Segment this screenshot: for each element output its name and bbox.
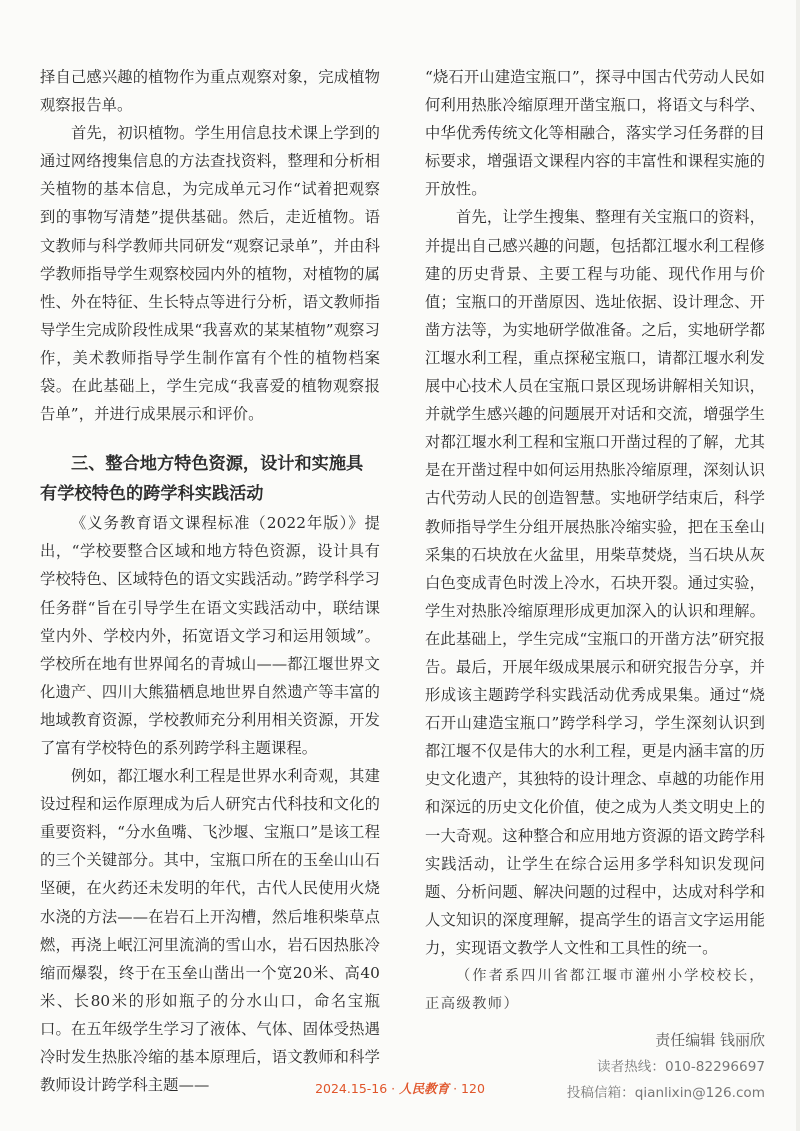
paragraph-plant-observation: 首先，初识植物。学生用信息技术课上学到的通过网络搜集信息的方法查找资料，整理和分析相关植物的基本信息，为完成单元习作“试着把观察到的事物写清楚”提供基础。然后，走近植物。语文教师与科学教师共同研发“观察记录单”，并由科学教师指导学生观察校园内外的植物，对植物的属性、外在特征、生长特点等进行分析，语文教师指导学生完成阶段性成果“我喜欢的某某植物”观察习作，美术教师指导学生制作富有个性的植物档案袋。在此基础上，学生完成“我喜爱的植物观察报告单”，并进行成果展示和评价。: [40, 124, 380, 424]
submission-email[interactable]: 投稿信箱：qianlixin@126.com: [566, 1085, 765, 1101]
paragraph-continued: “烧石开山建造宝瓶口”，探寻中国古代劳动人民如何利用热胀冷缩原理开凿宝瓶口，将语文与科学、中华优秀传统文化等相融合，落实学习任务群的目标要求，增强语文课程内容的丰富性和课程实施的开放性。: [425, 68, 765, 199]
responsible-editor: 责任编辑 钱丽欣: [655, 1031, 765, 1049]
page-edge: [796, 0, 800, 1131]
author-note: （作者系四川省都江堰市灌州小学校校长，正高级教师）: [425, 968, 765, 1012]
page-footer: [0, 1079, 800, 1097]
paragraph-curriculum-standard: 《义务教育语文课程标准（2022年版）》提出，“学校要整合区域和地方特色资源，设计具有学校特色、区域特色的语文实践活动。”跨学科学习任务群“旨在引导学生在语文实践活动中，联结课堂内外、学校内外，拓宽语文学习和运用领域”。学校所在地有世界闻名的青城山——都江堰世界文化遗产、四川大熊猫栖息地世界自然遗产等丰富的地域教育资源，学校教师充分利用相关资源，开发了富有学校特色的系列跨学科主题课程。: [40, 514, 380, 757]
paragraph-continued: 择自己感兴趣的植物作为重点观察对象，完成植物观察报告单。: [40, 68, 380, 115]
magazine-name: 人民教育: [399, 1081, 450, 1096]
section-heading: 三、整合地方特色资源，设计和实施具有学校特色的跨学科实践活动: [40, 454, 364, 505]
reader-hotline: 读者热线：010-82296697: [596, 1059, 765, 1075]
left-column: [40, 63, 380, 1099]
right-column: [425, 63, 765, 1106]
issue-number: 2024.15-16: [315, 1081, 388, 1096]
separator: ·: [449, 1081, 462, 1096]
paragraph-baopingkou-activity: 首先，让学生搜集、整理有关宝瓶口的资料，并提出自己感兴趣的问题，包括都江堰水利工程修建的历史背景、主要工程与功能、现代作用与价值；宝瓶口的开凿原因、选址依据、设计理念、开凿方法等，为实地研学做准备。之后，实地研学都江堰水利工程，重点探秘宝瓶口，请都江堰水利发展中心技术人员在宝瓶口景区现场讲解相关知识，并就学生感兴趣的问题展开对话和交流，增强学生对都江堰水利工程和宝瓶口开凿过程的了解，尤其是在开凿过程中如何运用热胀冷缩原理，深刻认识古代劳动人民的创造智慧。实地研学结束后，科学教师指导学生分组开展热胀冷缩实验，把在玉垒山采集的石块放在火盆里，用柴草焚烧，当石块从灰白色变成青色时泼上冷水，石块开裂。通过实验，学生对热胀冷缩原理形成更加深入的认识和理解。在此基础上，学生完成“宝瓶口的开凿方法”研究报告。最后，开展年级成果展示和研究报告分享，并形成该主题跨学科实践活动优秀成果集。通过“烧石开山建造宝瓶口”跨学科学习，学生深刻认识到都江堰不仅是伟大的水利工程，更是内涵丰富的历史文化遗产，其独特的设计理念、卓越的功能作用和深远的历史文化价值，使之成为人类文明史上的一大奇观。这种整合和应用地方资源的语文跨学科实践活动，让学生在综合运用多学科知识发现问题、分析问题、解决问题的过程中，达成对科学和人文知识的深度理解，提高学生的语言文字运用能力，实现语文教学人文性和工具性的统一。: [425, 208, 765, 957]
page-number: 120: [461, 1081, 485, 1096]
paragraph-dujiangyan-example: 例如，都江堰水利工程是世界水利奇观，其建设过程和运作原理成为后人研究古代科技和文化的重要资料，“分水鱼嘴、飞沙堰、宝瓶口”是该工程的三个关键部分。其中，宝瓶口所在的玉垒山山石坚硬，在火药还未发明的年代，古代人民使用火烧水浇的方法——在岩石上开沟槽，然后堆积柴草点燃，再浇上岷江河里流淌的雪山水，岩石因热胀冷缩而爆裂，终于在玉垒山凿出一个宽20米、高40米、长80米的形如瓶子的分水山口，命名宝瓶口。在五年级学生学习了液体、气体、固体受热遇冷时发生热胀冷缩的基本原理后，语文教师和科学教师设计跨学科主题——: [40, 767, 380, 1095]
separator: ·: [387, 1081, 400, 1096]
